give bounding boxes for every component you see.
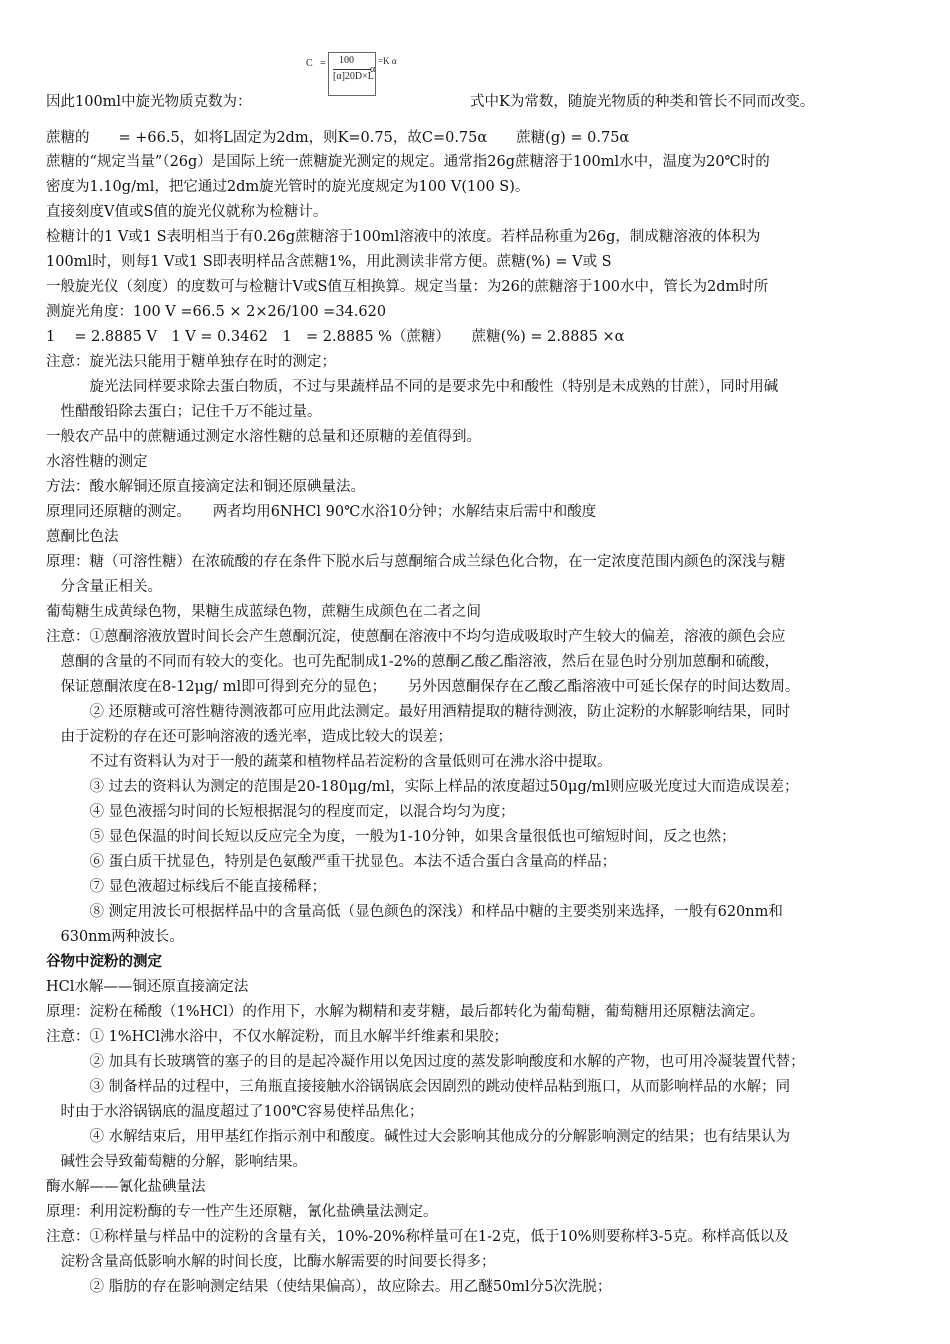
- formula-numerator: 100: [339, 55, 354, 66]
- paragraph-line: ⑥ 蛋白质干扰显色，特别是色氨酸严重干扰显色。本法不适合蛋白含量高的样品；: [46, 854, 617, 870]
- paragraph-line: ④ 显色液摇匀时间的长短根据混匀的程度而定，以混合均匀为度；: [46, 804, 515, 820]
- paragraph-line: ② 脂肪的存在影响测定结果（使结果偏高），故应除去。用乙醚50ml分5次洗脱；: [46, 1279, 612, 1295]
- section-heading: 酶水解——氰化盐碘量法: [46, 1179, 206, 1195]
- paragraph-line: ③ 制备样品的过程中，三角瓶直接接触水浴锅锅底会因剧烈的跳动使样品粘到瓶口，从而影响样品的水解；同: [46, 1079, 791, 1095]
- paragraph-line: ④ 水解结束后，用甲基红作指示剂中和酸度。碱性过大会影响其他成分的分解影响测定的结果；也有结果认为: [46, 1129, 791, 1145]
- paragraph-line: 一般旋光仪（刻度）的度数可与检糖计V或S值互相换算。规定当量：为26的蔗糖溶于100水中，管长为2dm时所: [46, 279, 769, 295]
- paragraph-line: 旋光法同样要求除去蛋白物质，不过与果蔬样品不同的是要求先中和酸性（特别是未成熟的甘蔗），同时用碱: [46, 379, 779, 395]
- formula-equals: =: [320, 58, 326, 69]
- paragraph-line: ⑧ 测定用波长可根据样品中的含量高低（显色颜色的深浅）和样品中糖的主要类别来选择，一般有620nm和: [46, 904, 783, 920]
- paragraph-line: 碱性会导致葡萄糖的分解，影响结果。: [46, 1154, 307, 1170]
- paragraph-line: 检糖计的1 V或1 S表明相当于有0.26g蔗糖溶于100ml溶液中的浓度。若样品称重为26g，制成糖溶液的体积为: [46, 229, 761, 245]
- formula-alpha: α: [370, 64, 376, 75]
- paragraph-line: 由于淀粉的存在还可影响溶液的透光率，造成比较大的误差；: [46, 729, 452, 745]
- paragraph-line: 原理：利用淀粉酶的专一性产生还原糖，氰化盐碘量法测定。: [46, 1204, 438, 1220]
- formula-denominator: [α]20D×L: [333, 71, 374, 82]
- formula-fraction: [328, 52, 376, 96]
- optical-rotation-formula: [306, 52, 416, 96]
- section-heading: 水溶性糖的测定: [46, 454, 148, 470]
- formula-lhs: C: [306, 58, 313, 69]
- paragraph-line: 保证蒽酮浓度在8-12μg/ ml即可得到充分的显色； 另外因蒽酮保存在乙酸乙酯溶液中可延长保存的时间达数周。: [46, 679, 800, 695]
- paragraph-line: ⑦ 显色液超过标线后不能直接稀释；: [46, 879, 327, 895]
- paragraph-line: 630nm两种波长。: [46, 929, 184, 945]
- paragraph-line: 原理同还原糖的测定。 两者均用6NHCl 90℃水浴10分钟；水解结束后需中和酸度: [46, 504, 597, 520]
- paragraph-line: 直接刻度V值或S值的旋光仪就称为检糖计。: [46, 204, 328, 220]
- paragraph-line: 不过有资料认为对于一般的蔬菜和植物样品若淀粉的含量低则可在沸水浴中提取。: [46, 754, 612, 770]
- paragraph-line: 方法：酸水解铜还原直接滴定法和铜还原碘量法。: [46, 479, 365, 495]
- paragraph-line: 蒽酮的含量的不同而有较大的变化。也可先配制成1-2%的蒽酮乙酸乙酯溶液，然后在显色时分别加蒽酮和硫酸，: [46, 654, 780, 670]
- paragraph-line: 淀粉含量高低影响水解的时间长度，比酶水解需要的时间要长得多；: [46, 1254, 496, 1270]
- paragraph-line: 原理：糖（可溶性糖）在浓硫酸的存在条件下脱水后与蒽酮缩合成兰绿色化合物，在一定浓度范围内颜色的深浅与糖: [46, 554, 786, 570]
- paragraph-line: 注意：① 1%HCl沸水浴中，不仅水解淀粉，而且水解半纤维素和果胶；: [46, 1029, 508, 1045]
- paragraph-line: 葡萄糖生成黄绿色物，果糖生成蓝绿色物，蔗糖生成颜色在二者之间: [46, 604, 481, 620]
- paragraph-line: 分含量正相关。: [46, 579, 162, 595]
- paragraph-line: 注意：①称样量与样品中的淀粉的含量有关，10%-20%称样量可在1-2克，低于10%则要称样3-5克。称样高低以及: [46, 1229, 789, 1245]
- paragraph-line: 注意：旋光法只能用于糖单独存在时的测定；: [46, 354, 336, 370]
- paragraph-line: 蔗糖的 = +66.5，如将L固定为2dm，则K=0.75，故C=0.75α 蔗糖(g) = 0.75α: [46, 130, 630, 146]
- paragraph-line: 1 = 2.8885 V 1 V = 0.3462 1 = 2.8885 %（蔗糖） 蔗糖(%) = 2.8885 ×α: [46, 329, 625, 345]
- paragraph-line: 因此100ml中旋光物质克数为：: [46, 94, 252, 110]
- paragraph-line: 一般农产品中的蔗糖通过测定水溶性糖的总量和还原糖的差值得到。: [46, 429, 481, 445]
- paragraph-line: 密度为1.10g/ml，把它通过2dm旋光管时的旋光度规定为100 V(100 S)。: [46, 179, 530, 195]
- paragraph-line: 测旋光角度：100 V =66.5 × 2×26/100 =34.620: [46, 304, 387, 320]
- section-heading: HCl水解——铜还原直接滴定法: [46, 979, 249, 995]
- paragraph-line: 时由于水浴锅锅底的温度超过了100℃容易使样品焦化；: [46, 1104, 424, 1120]
- paragraph-line: ⑤ 显色保温的时间长短以反应完全为度，一般为1-10分钟，如果含量很低也可缩短时间，反之也然；: [46, 829, 736, 845]
- paragraph-line: 注意：①蒽酮溶液放置时间长会产生蒽酮沉淀，使蒽酮在溶液中不均匀造成吸取时产生较大的偏差，溶液的颜色会应: [46, 629, 786, 645]
- paragraph-line: 性醋酸铅除去蛋白；记住千万不能过量。: [46, 404, 322, 420]
- section-heading: 蒽酮比色法: [46, 529, 119, 545]
- fraction-bar: [333, 69, 371, 70]
- paragraph-line: 蔗糖的“规定当量”（26g）是国际上统一蔗糖旋光测定的规定。通常指26g蔗糖溶于100ml水中，温度为20℃时的: [46, 154, 770, 170]
- formula-rhs: =K α: [378, 56, 397, 66]
- paragraph-line: ② 加具有长玻璃管的塞子的目的是起冷凝作用以免因过度的蒸发影响酸度和水解的产物，也可用冷凝装置代替；: [46, 1054, 805, 1070]
- paragraph-line: 式中K为常数，随旋光物质的种类和管长不同而改变。: [470, 94, 815, 110]
- section-heading-bold: 谷物中淀粉的测定: [46, 953, 162, 970]
- paragraph-line: 100ml时，则每1 V或1 S即表明样品含蔗糖1%，用此测读非常方便。蔗糖(%) = V或 S: [46, 254, 612, 270]
- paragraph-line: 原理：淀粉在稀酸（1%HCl）的作用下，水解为糊精和麦芽糖，最后都转化为葡萄糖，葡萄糖用还原糖法滴定。: [46, 1004, 765, 1020]
- paragraph-line: ③ 过去的资料认为测定的范围是20-180μg/ml，实际上样品的浓度超过50μg/ml则应吸光度过大而造成误差；: [46, 779, 799, 795]
- paragraph-line: ② 还原糖或可溶性糖待测液都可应用此法测定。最好用酒精提取的糖待测液，防止淀粉的水解影响结果，同时: [46, 704, 791, 720]
